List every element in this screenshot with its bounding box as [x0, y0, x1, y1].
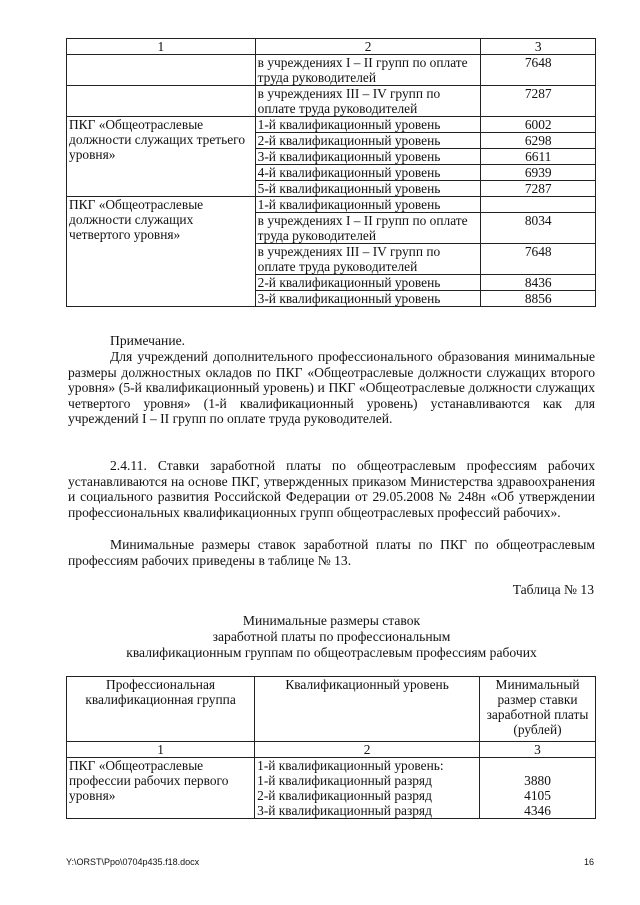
footer-path: Y:\ORST\Ppo\0704p435.f18.docx: [66, 857, 200, 867]
column-number-3: 3: [481, 39, 596, 55]
level-cell: 2-й квалификационный уровень: [255, 133, 481, 149]
level-cell: в учреждениях III – IV групп по оплате труда руководителей: [255, 86, 481, 117]
column-number-2: 2: [255, 742, 480, 758]
table-row: [67, 117, 596, 133]
caption-line: квалификационным группам по общеотраслевым профессиям рабочих: [126, 645, 537, 660]
column-number-1: 1: [67, 39, 256, 55]
footer-page-number: 16: [583, 857, 594, 867]
header-rate: Минимальный размер ставки заработной платы (рублей): [480, 677, 596, 742]
level-line: 1-й квалификационный уровень:: [257, 758, 444, 773]
level-cell: 2-й квалификационный уровень: [255, 275, 481, 291]
level-cell: 1-й квалификационный уровень: [255, 117, 481, 133]
level-cell: 5-й квалификационный уровень: [255, 181, 481, 197]
header-level: Квалификационный уровень: [255, 677, 480, 742]
note-text: Для учреждений дополнительного профессионального образования минимальные размеры должностных окладов по ПКГ «Общеотраслевые должности служащих второго уровня» (5-й квалификационный уровень) и ПКГ «Общеотраслевые должности служащих четвертого уровня» (1-й квалификационный уровень) устанавливаются как для учреждений I – II групп по оплате труда руководителей.: [68, 349, 595, 426]
level-cell: в учреждениях I – II групп по оплате труда руководителей: [255, 213, 481, 244]
table-13: [66, 676, 596, 819]
note-title: Примечание.: [110, 333, 186, 348]
value-line: [482, 758, 593, 773]
value-cell: 7287: [481, 86, 596, 117]
level-cell: 3-й квалификационный уровень: [255, 149, 481, 165]
column-number-2: 2: [255, 39, 481, 55]
value-cell: 7648: [481, 244, 596, 275]
level-cell: 4-й квалификационный уровень: [255, 165, 481, 181]
caption-line: заработной платы по профессиональным: [212, 629, 451, 644]
value-line: 4105: [524, 788, 551, 803]
section-paragraph: 2.4.11. Ставки заработной платы по общеотраслевым профессиям рабочих устанавливаются на основе ПКГ, утвержденных приказом Министерства здравоохранения и социального развития Российской Федерации от 29.05.2008 № 248н «Об утверждении профессиональных квалификационных групп общеотраслевых профессий рабочих».: [68, 458, 595, 520]
group-cell: ПКГ «Общеотраслевые должности служащих четвертого уровня»: [67, 197, 256, 307]
value-cell: 6939: [481, 165, 596, 181]
table-number-row: [67, 742, 596, 758]
level-cell: 1-й квалификационный уровень: [255, 197, 481, 213]
value-cell: 7287: [481, 181, 596, 197]
level-line: 3-й квалификационный разряд: [257, 803, 432, 818]
column-number-3: 3: [480, 742, 596, 758]
value-line: 3880: [524, 773, 551, 788]
level-cell: [255, 758, 480, 819]
group-cell: [67, 86, 256, 117]
value-line: 4346: [524, 803, 551, 818]
level-line: 1-й квалификационный разряд: [257, 773, 432, 788]
value-cell: 6002: [481, 117, 596, 133]
value-cell: [480, 758, 596, 819]
table-row: [67, 758, 596, 819]
level-cell: в учреждениях I – II групп по оплате труда руководителей: [255, 55, 481, 86]
value-cell: 8856: [481, 291, 596, 307]
table-label: Таблица № 13: [512, 582, 594, 597]
table-row: [67, 86, 596, 117]
table-caption: [68, 613, 595, 661]
table-header-row: [67, 677, 596, 742]
caption-line: Минимальные размеры ставок: [242, 613, 421, 628]
level-cell: в учреждениях III – IV групп по оплате труда руководителей: [255, 244, 481, 275]
level-line: 2-й квалификационный разряд: [257, 788, 432, 803]
section-paragraph-2: Минимальные размеры ставок заработной платы по ПКГ по общеотраслевым профессиям рабочих приведены в таблице № 13.: [68, 537, 595, 568]
column-number-1: 1: [67, 742, 255, 758]
table-row: [67, 55, 596, 86]
value-cell: 8034: [481, 213, 596, 244]
header-group: Профессиональная квалификационная группа: [67, 677, 255, 742]
table-row: [67, 197, 596, 213]
group-cell: ПКГ «Общеотраслевые должности служащих третьего уровня»: [67, 117, 256, 197]
table-header-row: [67, 39, 596, 55]
level-cell: 3-й квалификационный уровень: [255, 291, 481, 307]
value-cell: 7648: [481, 55, 596, 86]
value-cell: 8436: [481, 275, 596, 291]
value-cell: 6298: [481, 133, 596, 149]
group-cell: [67, 55, 256, 86]
group-cell: ПКГ «Общеотраслевые профессии рабочих первого уровня»: [67, 758, 255, 819]
salary-table-continued: [66, 38, 596, 307]
value-cell: 6611: [481, 149, 596, 165]
value-cell: [481, 197, 596, 213]
